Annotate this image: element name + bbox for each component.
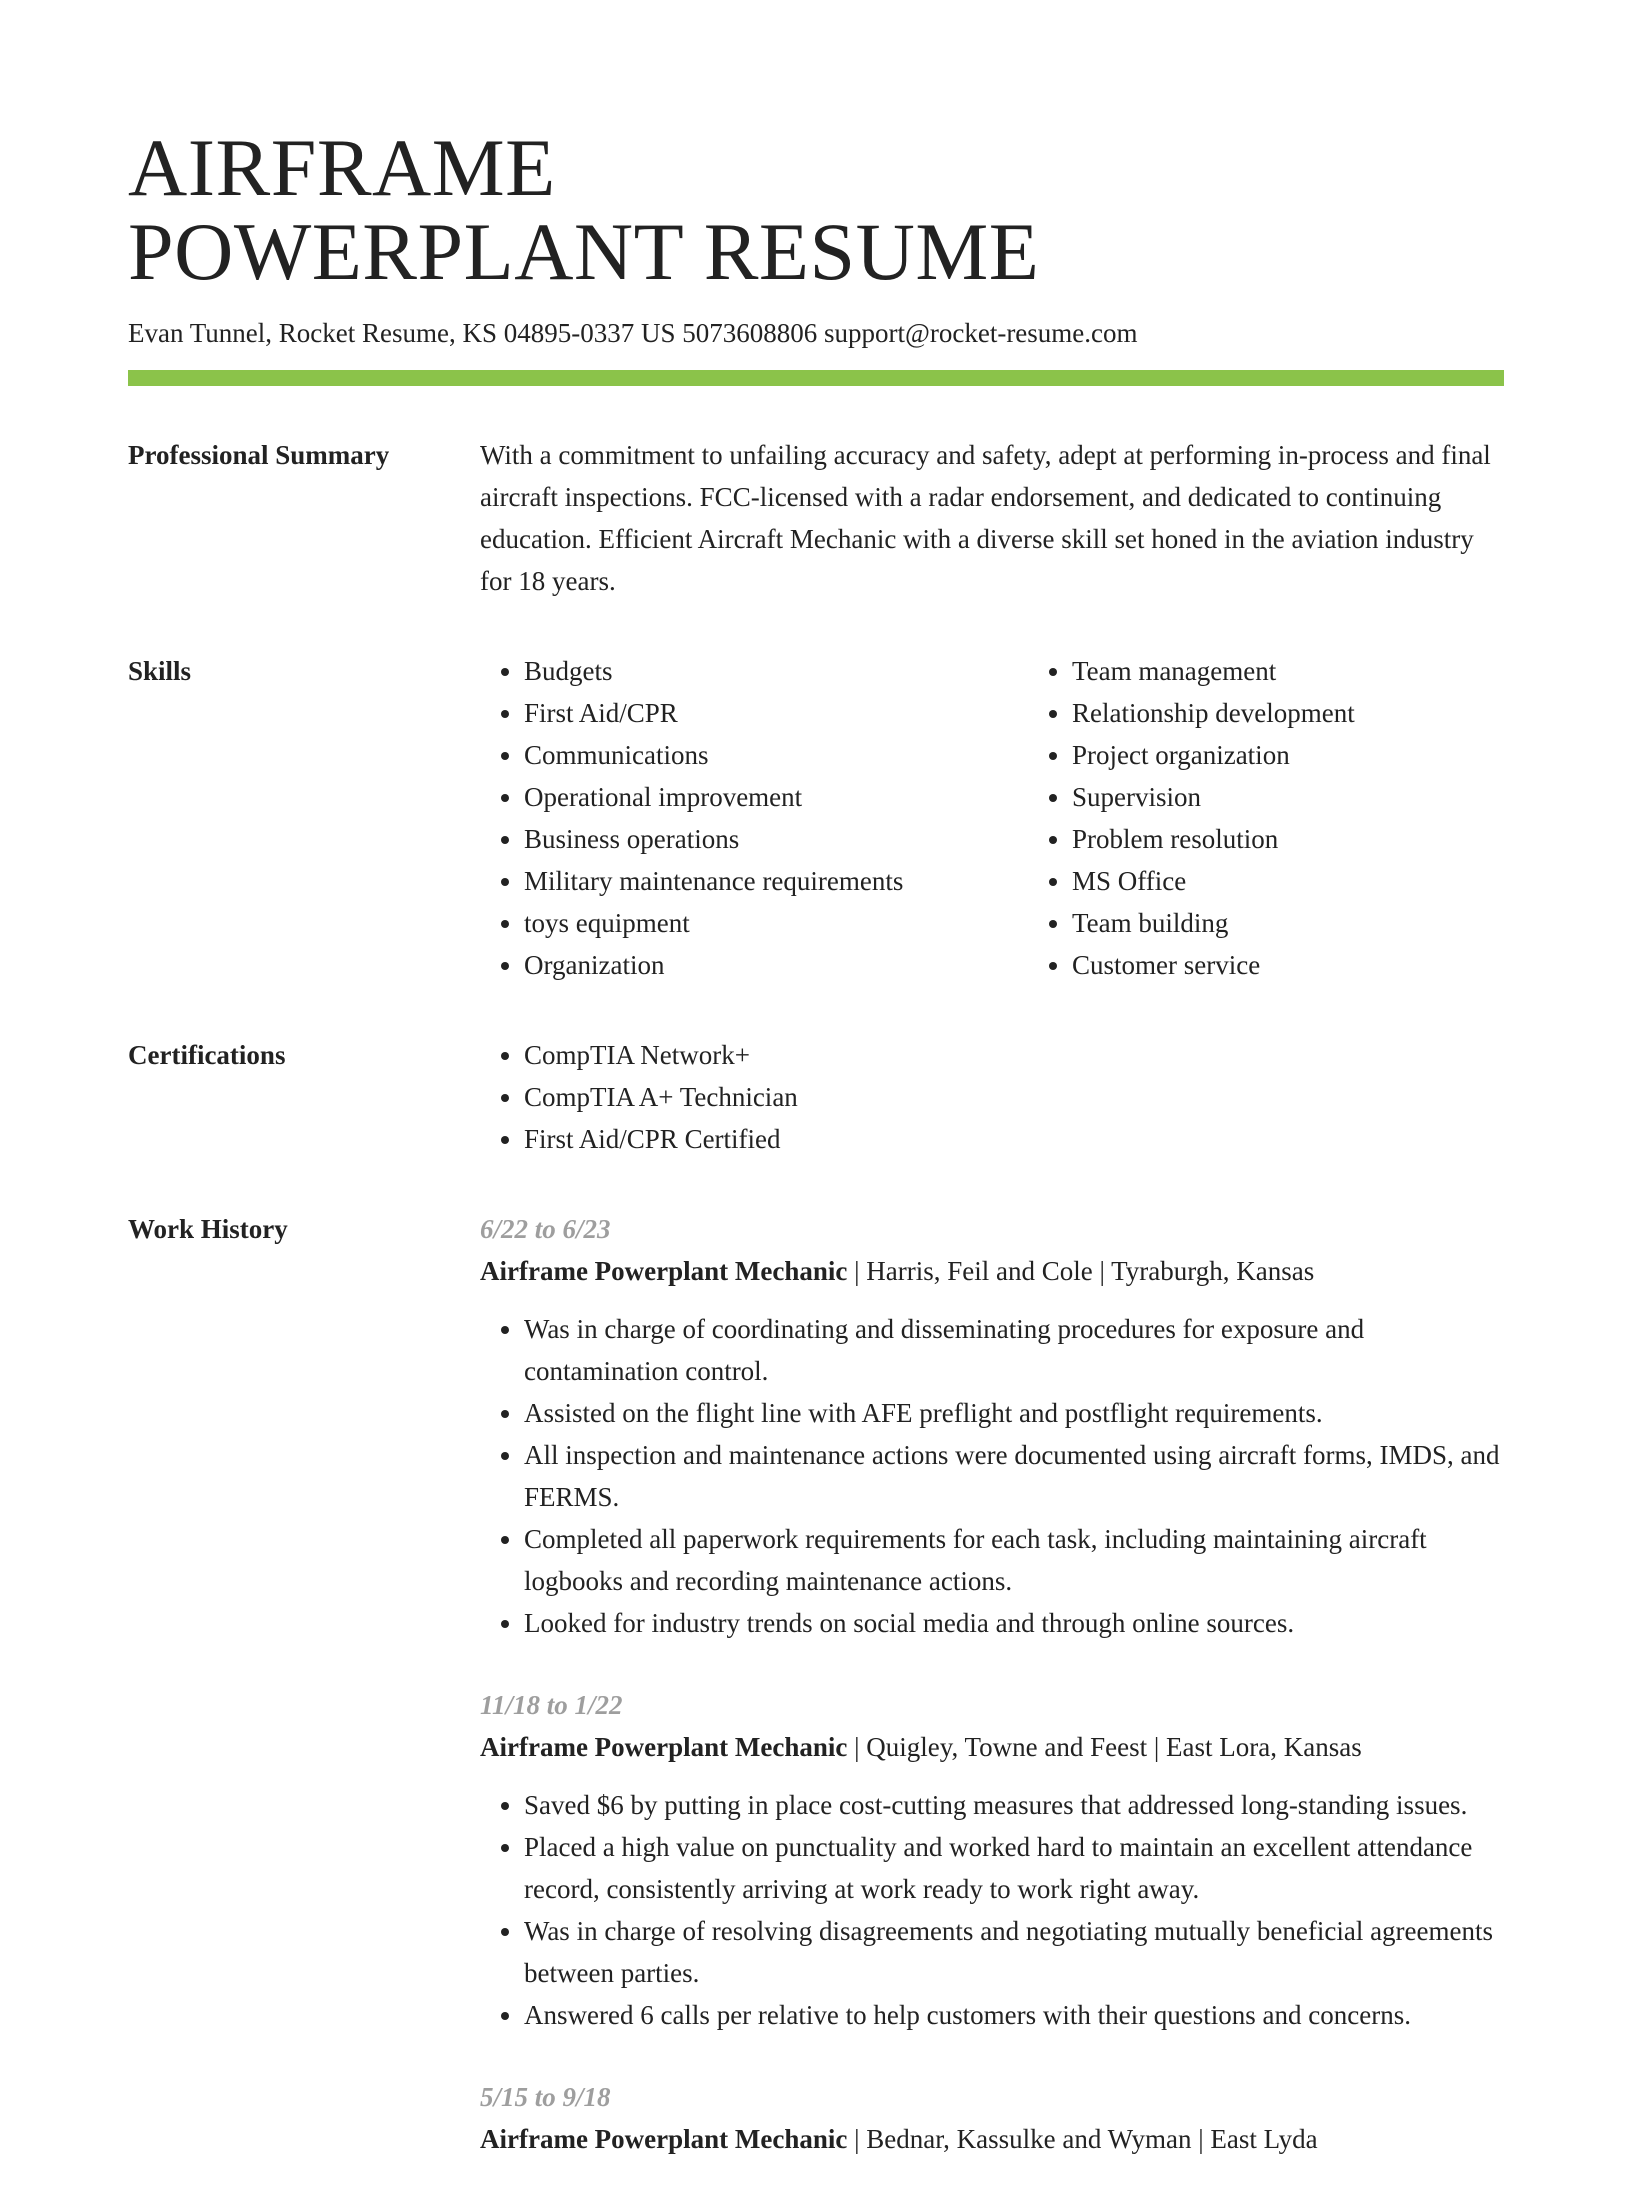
certification-item: • CompTIA Network+ xyxy=(524,1034,1504,1076)
skill-item: • toys equipment xyxy=(524,902,1028,944)
job-bullet: • Saved $6 by putting in place cost-cutting measures that addressed long-standing issues. xyxy=(524,1784,1504,1826)
title-line-1: AIRFRAME xyxy=(128,122,556,213)
resume-title xyxy=(128,122,1504,297)
job-bullet: • Assisted on the flight line with AFE preflight and postflight requirements. xyxy=(524,1392,1504,1434)
title-line-2: POWERPLANT RESUME xyxy=(128,206,1040,297)
skill-item: • Team building xyxy=(1072,902,1504,944)
skills-section xyxy=(128,650,1504,986)
skills-list-right xyxy=(1028,650,1504,986)
job-bullet: • Was in charge of coordinating and disseminating procedures for exposure and contamination control. xyxy=(524,1308,1504,1392)
job-title: Airframe Powerplant Mechanic xyxy=(480,2124,848,2154)
job-employer-location: | Quigley, Towne and Feest | East Lora, Kansas xyxy=(847,1732,1362,1762)
certifications-list xyxy=(480,1034,1504,1160)
summary-text: With a commitment to unfailing accuracy and safety, adept at performing in-process and final aircraft inspections. FCC-licensed with a radar endorsement, and dedicated to continuing education. Efficient Aircraft Mechanic with a diverse skill set honed in the aviation industry for 18 years. xyxy=(480,440,1491,596)
job-bullet: • Placed a high value on punctuality and worked hard to maintain an excellent attendance record, consistently arriving at work ready to work right away. xyxy=(524,1826,1504,1910)
job-title-line xyxy=(480,2118,1504,2160)
job-dates: 11/18 to 1/22 xyxy=(480,1690,623,1720)
job-entry xyxy=(480,2076,1504,2160)
summary-section xyxy=(128,434,1504,602)
skill-item: • Problem resolution xyxy=(1072,818,1504,860)
job-bullet: • Looked for industry trends on social media and through online sources. xyxy=(524,1602,1504,1644)
skill-item: • Relationship development xyxy=(1072,692,1504,734)
job-bullet: • Was in charge of resolving disagreements and negotiating mutually beneficial agreements between parties. xyxy=(524,1910,1504,1994)
work-history-section xyxy=(128,1208,1504,2200)
job-entry xyxy=(480,1684,1504,2036)
skill-item: • Supervision xyxy=(1072,776,1504,818)
resume-page xyxy=(128,122,1504,2200)
skill-item: • MS Office xyxy=(1072,860,1504,902)
certifications-section xyxy=(128,1034,1504,1160)
job-dates: 5/15 to 9/18 xyxy=(480,2082,611,2112)
job-dates: 6/22 to 6/23 xyxy=(480,1214,611,1244)
skills-list-left xyxy=(480,650,1028,986)
job-bullet: • Answered 6 calls per relative to help customers with their questions and concerns. xyxy=(524,1994,1504,2036)
skill-item: • Project organization xyxy=(1072,734,1504,776)
work-history-heading: Work History xyxy=(128,1214,288,1244)
skill-item: • Budgets xyxy=(524,650,1028,692)
job-list xyxy=(480,1208,1504,2200)
skill-item: • Team management xyxy=(1072,650,1504,692)
skills-heading: Skills xyxy=(128,656,192,686)
job-title: Airframe Powerplant Mechanic xyxy=(480,1732,848,1762)
job-title-line xyxy=(480,1250,1504,1292)
certifications-heading: Certifications xyxy=(128,1040,286,1070)
job-bullets xyxy=(480,1784,1504,2036)
contact-line: Evan Tunnel, Rocket Resume, KS 04895-0337 US 5073608806 support@rocket-resume.com xyxy=(128,318,1138,348)
job-employer-location: | Harris, Feil and Cole | Tyraburgh, Kansas xyxy=(847,1256,1315,1286)
job-title: Airframe Powerplant Mechanic xyxy=(480,1256,848,1286)
skill-item: • Military maintenance requirements xyxy=(524,860,1028,902)
job-title-line xyxy=(480,1726,1504,1768)
skill-item: • Operational improvement xyxy=(524,776,1028,818)
skill-item: • First Aid/CPR xyxy=(524,692,1028,734)
job-bullet: • Completed all paperwork requirements for each task, including maintaining aircraft logbooks and recording maintenance actions. xyxy=(524,1518,1504,1602)
job-bullets xyxy=(480,1308,1504,1644)
skill-item: • Business operations xyxy=(524,818,1028,860)
accent-divider xyxy=(128,370,1504,386)
skill-item: • Organization xyxy=(524,944,1028,986)
skill-item: • Communications xyxy=(524,734,1028,776)
certification-item: • First Aid/CPR Certified xyxy=(524,1118,1504,1160)
skill-item: • Customer service xyxy=(1072,944,1504,986)
job-entry xyxy=(480,1208,1504,1644)
summary-heading: Professional Summary xyxy=(128,440,390,470)
job-employer-location: | Bednar, Kassulke and Wyman | East Lyda xyxy=(847,2124,1318,2154)
job-bullet: • All inspection and maintenance actions were documented using aircraft forms, IMDS, and FERMS. xyxy=(524,1434,1504,1518)
certification-item: • CompTIA A+ Technician xyxy=(524,1076,1504,1118)
